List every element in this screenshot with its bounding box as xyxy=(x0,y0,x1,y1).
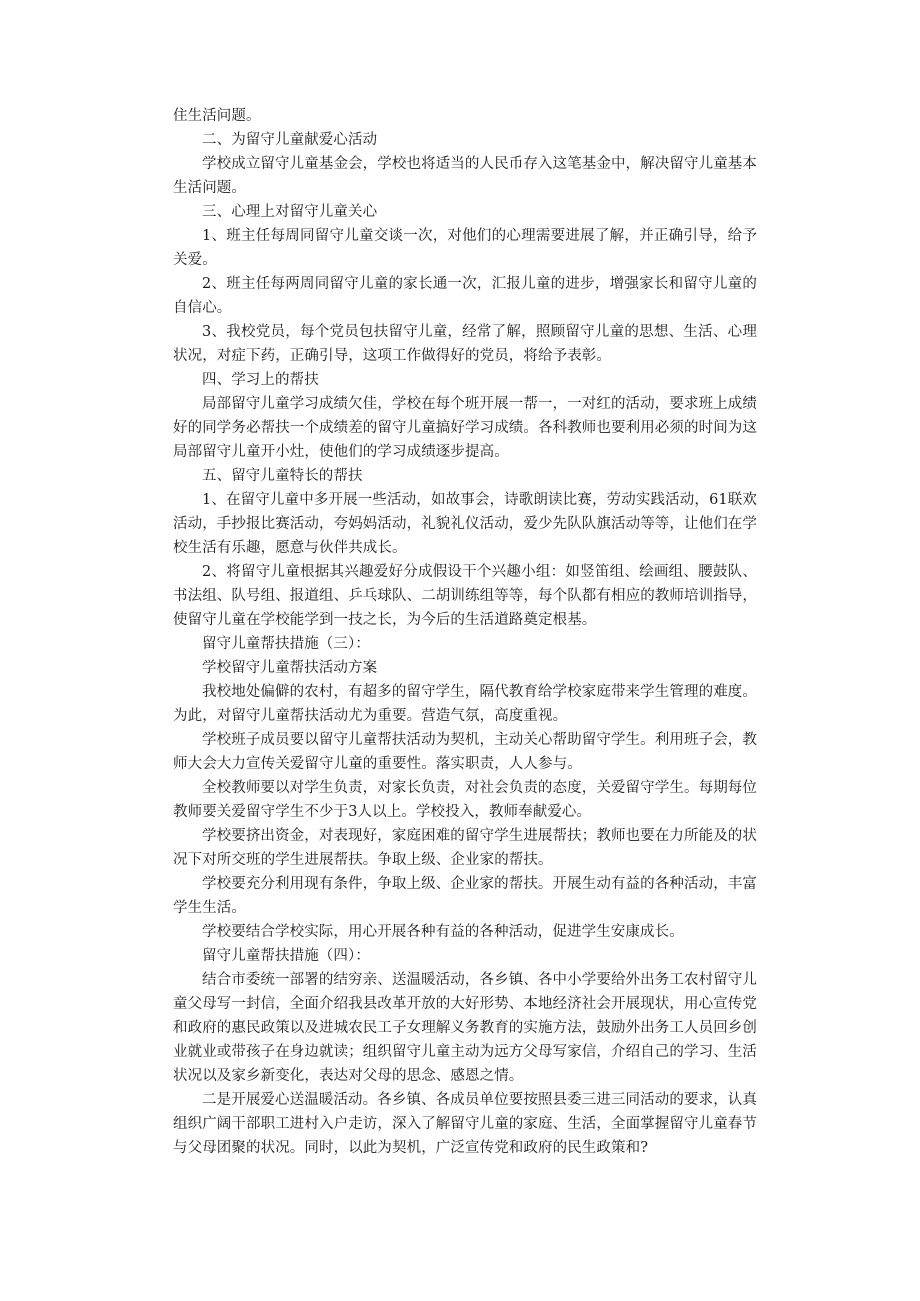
paragraph: 学校成立留守儿童基金会，学校也将适当的人民币存入这笔基金中，解决留守儿童基本生活问题。 xyxy=(173,156,757,196)
paragraph: 学校班子成员要以留守儿童帮扶活动为契机，主动关心帮助留守学生。利用班子会，教师大会大力宣传关爱留守儿童的重要性。落实职责，人人参与。 xyxy=(173,732,757,772)
section-heading: 学校留守儿童帮扶活动方案 xyxy=(202,660,378,676)
document-page xyxy=(173,104,757,1160)
paragraph: 结合市委统一部署的结穷亲、送温暖活动，各乡镇、各中小学要给外出务工农村留守儿童父母写一封信，全面介绍我县改革开放的大好形势、本地经济社会开展现状，用心宣传党和政府的惠民政策以及进城农民工子女理解义务教育的实施方法，鼓励外出务工人员回乡创业就业或带孩子在身边就读；组织留守儿童主动为远方父母写家信，介绍自己的学习、生活状况以及家乡新变化，表达对父母的思念、感恩之情。 xyxy=(173,972,757,1084)
paragraph: 住生活问题。 xyxy=(173,108,261,124)
paragraph: 学校要结合学校实际，用心开展各种有益的各种活动，促进学生安康成长。 xyxy=(202,924,684,940)
paragraph: 2、班主任每两周同留守儿童的家长通一次，汇报儿童的进步，增强家长和留守儿童的自信心。 xyxy=(173,276,757,316)
section-heading: 三、心理上对留守儿童关心 xyxy=(202,204,378,220)
paragraph: 1、班主任每周同留守儿童交谈一次，对他们的心理需要进展了解，并正确引导，给予关爱。 xyxy=(173,228,757,268)
paragraph: 2、将留守儿童根据其兴趣爱好分成假设干个兴趣小组：如竖笛组、绘画组、腰鼓队、书法组、队号组、报道组、乒乓球队、二胡训练组等等，每个队都有相应的教师培训指导，使留守儿童在学校能学到一技之长，为今后的生活道路奠定根基。 xyxy=(173,564,757,628)
section-heading: 留守儿童帮扶措施（四）： xyxy=(202,948,370,964)
paragraph: 1、在留守儿童中多开展一些活动，如故事会，诗歌朗读比赛，劳动实践活动，61联欢活动，手抄报比赛活动，夸妈妈活动，礼貌礼仪活动，爱少先队队旗活动等等，让他们在学校生活有乐趣，愿意与伙伴共成长。 xyxy=(173,492,757,556)
section-heading: 二、为留守儿童献爱心活动 xyxy=(202,132,378,148)
paragraph: 学校要充分利用现有条件，争取上级、企业家的帮扶。开展生动有益的各种活动，丰富学生生活。 xyxy=(173,876,757,916)
paragraph: 我校地处偏僻的农村，有超多的留守学生，隔代教育给学校家庭带来学生管理的难度。为此，对留守儿童帮扶活动尤为重要。营造气氛，高度重视。 xyxy=(173,684,757,724)
paragraph: 学校要挤出资金，对表现好，家庭困难的留守学生进展帮扶；教师也要在力所能及的状况下对所交班的学生进展帮扶。争取上级、企业家的帮扶。 xyxy=(173,828,757,868)
paragraph: 全校教师要以对学生负责，对家长负责，对社会负责的态度，关爱留守学生。每期每位教师要关爱留守学生不少于3人以上。学校投入，教师奉献爱心。 xyxy=(173,780,757,820)
section-heading: 留守儿童帮扶措施（三）： xyxy=(202,636,370,652)
paragraph: 局部留守儿童学习成绩欠佳，学校在每个班开展一帮一，一对红的活动，要求班上成绩好的同学务必帮扶一个成绩差的留守儿童搞好学习成绩。各科教师也要利用必须的时间为这局部留守儿童开小灶，使他们的学习成绩逐步提高。 xyxy=(173,396,757,460)
paragraph: 二是开展爱心送温暖活动。各乡镇、各成员单位要按照县委三进三同活动的要求，认真组织广阔干部职工进村入户走访，深入了解留守儿童的家庭、生活，全面掌握留守儿童春节与父母团聚的状况。同时，以此为契机，广泛宣传党和政府的民生政策和? xyxy=(173,1092,757,1156)
section-heading: 四、学习上的帮扶 xyxy=(202,372,319,388)
paragraph: 3、我校党员，每个党员包扶留守儿童，经常了解，照顾留守儿童的思想、生活、心理状况，对症下药，正确引导，这项工作做得好的党员，将给予表彰。 xyxy=(173,324,757,364)
section-heading: 五、留守儿童特长的帮扶 xyxy=(202,468,363,484)
